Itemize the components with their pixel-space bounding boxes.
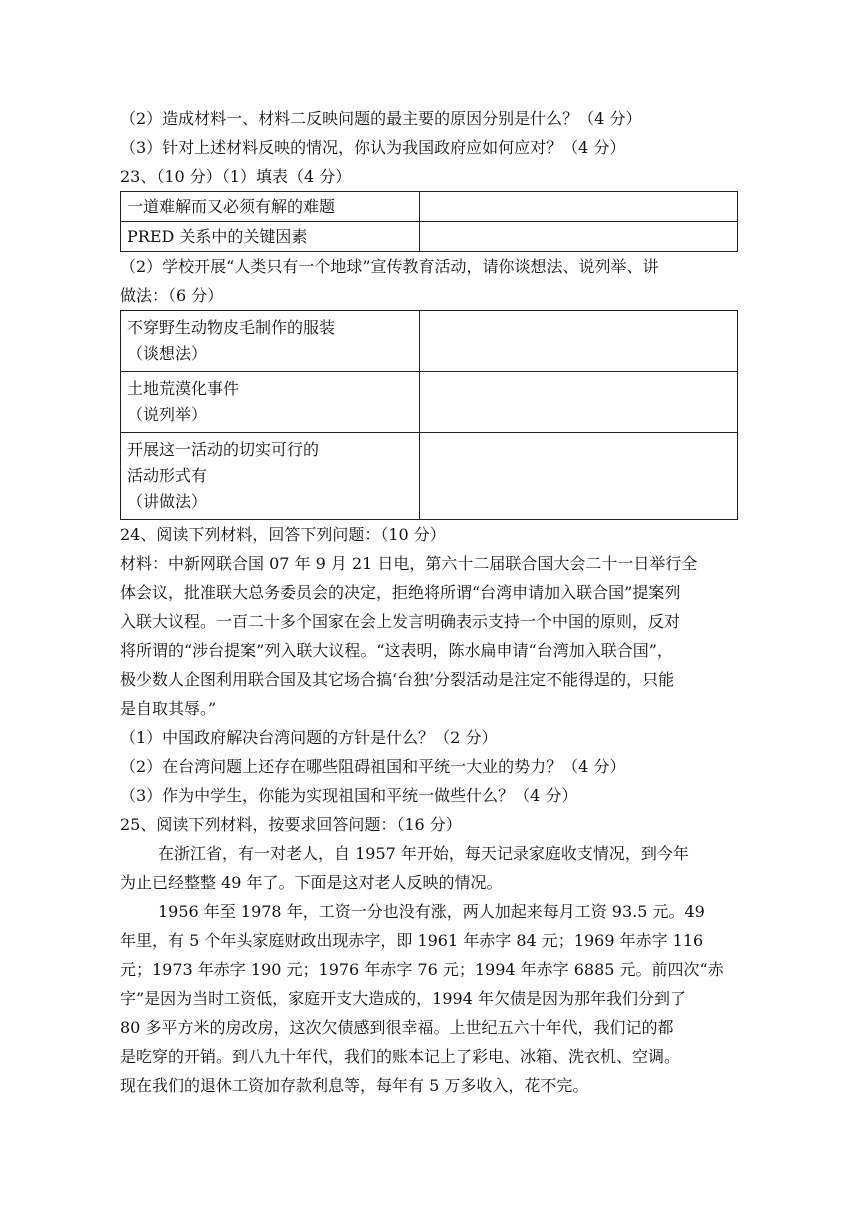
table-row: [121, 222, 738, 252]
table2-label-line: 活动形式有: [127, 466, 208, 485]
table2-label-line: 土地荒漠化事件: [127, 379, 240, 398]
table2-answer-cell[interactable]: [420, 372, 738, 433]
table2-label-line: 不穿野生动物皮毛制作的服装: [127, 318, 336, 337]
q25-para2-line: 年里，有 5 个年头家庭财政出现赤字，即 1961 年赤字 84 元；1969 年赤字 116: [120, 931, 704, 950]
table-row: [121, 192, 738, 222]
table1-answer-cell[interactable]: [420, 222, 738, 252]
q25-para1-line: 为止已经整整 49 年了。下面是这对老人反映的情况。: [120, 873, 503, 892]
q25-para2-line: 是吃穿的开销。到八九十年代，我们的账本记上了彩电、冰箱、洗衣机、空调。: [120, 1047, 681, 1066]
q24-material-line: 材料：中新网联合国 07 年 9 月 21 日电，第六十二届联合国大会二十一日举行全: [120, 554, 698, 573]
table2-label: [121, 433, 420, 520]
table-row: [121, 372, 738, 433]
q23-table1: [120, 191, 738, 252]
q23-sub2-line1: （2）学校开展“人类只有一个地球”宣传教育活动，请你谈想法、说列举、讲: [120, 257, 659, 276]
q22-sub2: （2）造成材料一、材料二反映问题的最主要的原因分别是什么？（4 分）: [120, 109, 642, 128]
table2-label-line: （说列举）: [127, 405, 208, 424]
q23-table2: [120, 310, 738, 520]
table1-label: 一道难解而又必须有解的难题: [121, 192, 420, 222]
table2-answer-cell[interactable]: [420, 311, 738, 372]
q23-heading: 23、（10 分）（1）填表（4 分）: [120, 167, 352, 186]
q24-material-line: 极少数人企图利用联合国及其它场合搞‘台独’分裂活动是注定不能得逞的，只能: [120, 670, 675, 689]
table2-label-line: （讲做法）: [127, 492, 208, 511]
table2-label-line: 开展这一活动的切实可行的: [127, 440, 320, 459]
table-row: [121, 311, 738, 372]
q23-sub2-line2: 做法：（6 分）: [120, 286, 224, 305]
q22-sub3: （3）针对上述材料反映的情况，你认为我国政府应如何应对？（4 分）: [120, 138, 626, 157]
q25-para2-line: 现在我们的退休工资加存款利息等，每年有 5 万多收入，花不完。: [120, 1076, 589, 1095]
q24-heading: 24、阅读下列材料，回答下列问题：（10 分）: [120, 525, 446, 544]
table-row: [121, 433, 738, 520]
table1-answer-cell[interactable]: [420, 192, 738, 222]
q24-material-line: 将所谓的“涉台提案”列入联大议程。“这表明，陈水扁申请“台湾加入联合国”，: [120, 641, 673, 660]
table1-label: PRED 关系中的关键因素: [121, 222, 420, 252]
q24-material-line: 入联大议程。一百二十多个国家在会上发言明确表示支持一个中国的原则，反对: [120, 612, 681, 631]
q24-sub1: （1）中国政府解决台湾问题的方针是什么？（2 分）: [120, 728, 498, 747]
q24-material-line: 是自取其辱。”: [120, 699, 217, 718]
table2-label-line: （谈想法）: [127, 344, 208, 363]
exam-page: [120, 104, 740, 1100]
q25-para2-line: 1956 年至 1978 年，工资一分也没有涨，两人加起来每月工资 93.5 元。49: [158, 902, 705, 921]
table2-label: [121, 311, 420, 372]
q25-para1-line: 在浙江省，有一对老人，自 1957 年开始，每天记录家庭收支情况，到今年: [158, 844, 689, 863]
q24-sub3: （3）作为中学生，你能为实现祖国和平统一做些什么？（4 分）: [120, 786, 578, 805]
q25-para2-line: 80 多平方米的房改房，这次欠债感到很幸福。上世纪五六十年代，我们记的都: [120, 1018, 674, 1037]
q25-para2-line: 元；1973 年赤字 190 元；1976 年赤字 76 元；1994 年赤字 6885 元。前四次“赤: [120, 960, 724, 979]
q24-material-line: 体会议，批准联大总务委员会的决定，拒绝将所谓“台湾申请加入联合国”提案列: [120, 583, 681, 602]
table2-label: [121, 372, 420, 433]
q25-para2-line: 字”是因为当时工资低，家庭开支大造成的，1994 年欠债是因为那年我们分到了: [120, 989, 686, 1008]
table2-answer-cell[interactable]: [420, 433, 738, 520]
q25-heading: 25、阅读下列材料，按要求回答问题：（16 分）: [120, 815, 462, 834]
q24-sub2: （2）在台湾问题上还存在哪些阻碍祖国和平统一大业的势力？（4 分）: [120, 757, 626, 776]
